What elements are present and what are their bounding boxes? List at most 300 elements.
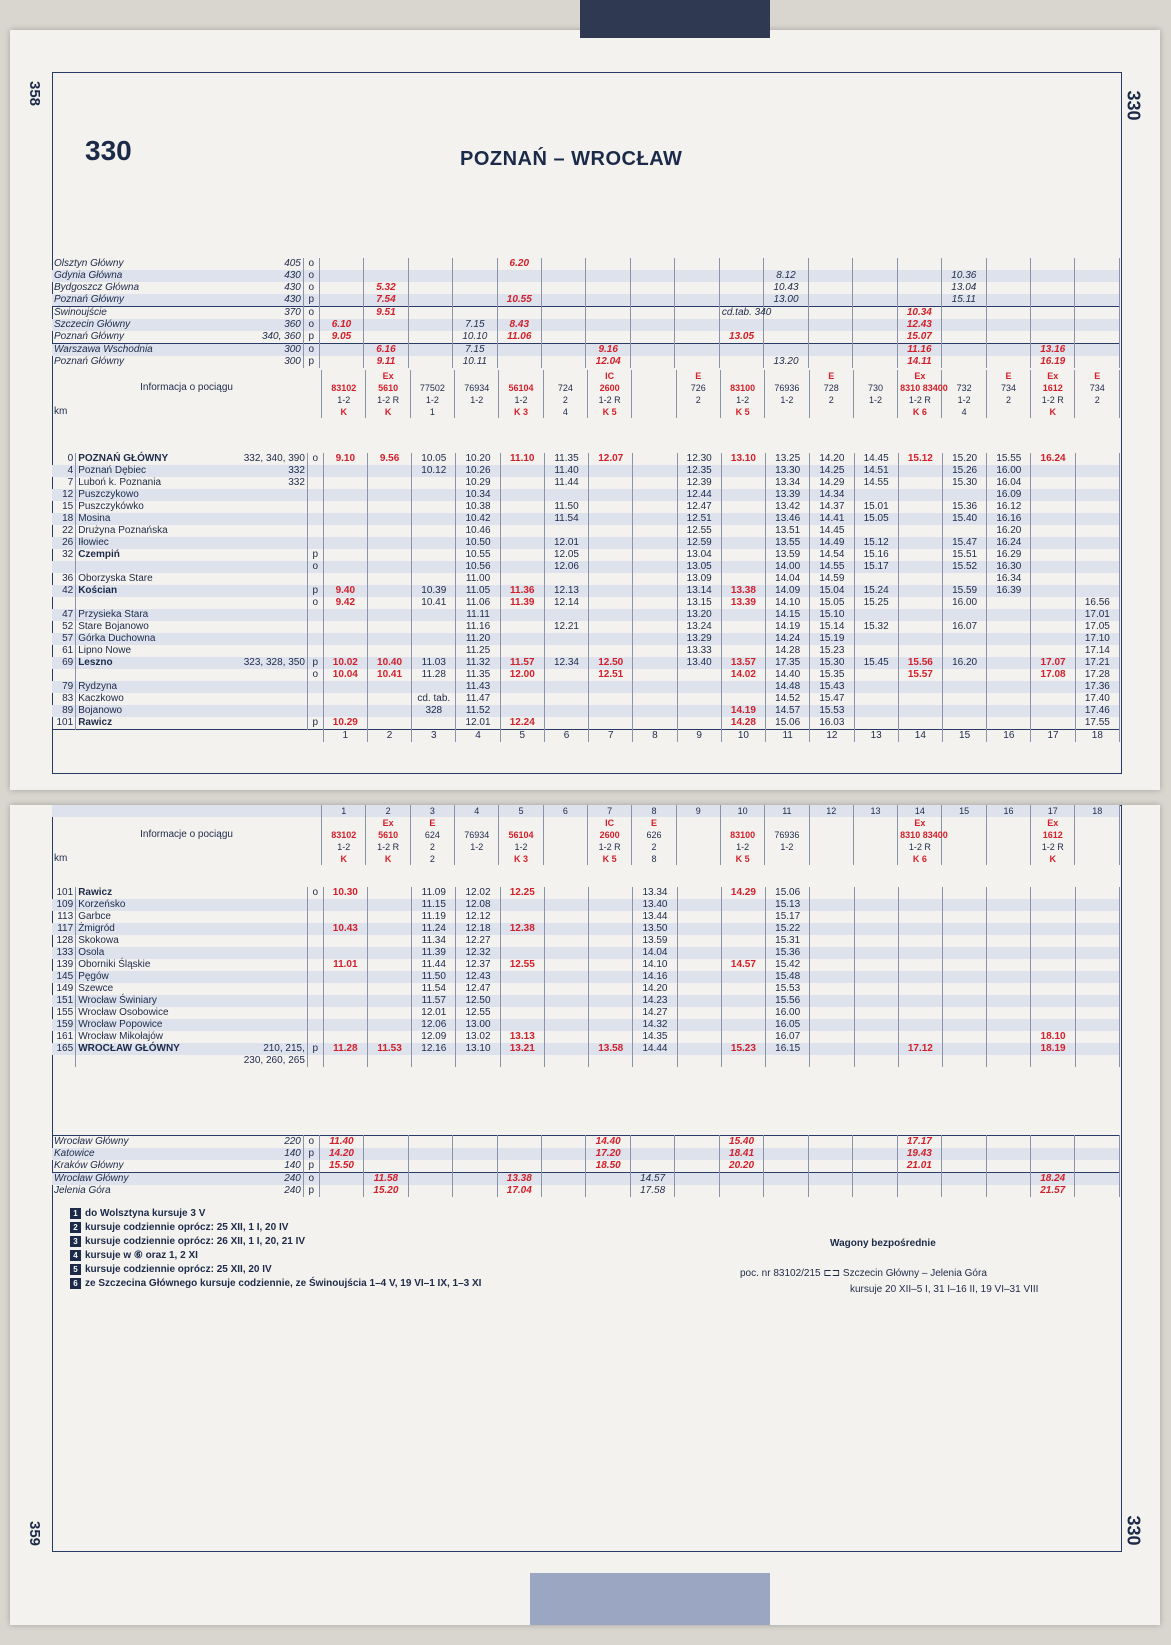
header-label xyxy=(52,370,322,382)
time-cell: 15.05 xyxy=(810,597,854,609)
column-number: 5 xyxy=(499,805,543,817)
time-cell xyxy=(897,1185,941,1197)
time-cell xyxy=(589,573,633,585)
footnote-key: 2 xyxy=(70,1222,81,1233)
time-cell xyxy=(1031,1148,1075,1160)
train-class: 1-2 xyxy=(455,841,499,853)
time-cell: 17.12 xyxy=(898,1043,942,1055)
time-cell xyxy=(1031,1019,1075,1031)
km-cell: 89 xyxy=(52,705,76,717)
time-cell: 11.43 xyxy=(456,681,500,693)
time-cell: 12.47 xyxy=(456,983,500,995)
column-number: 1 xyxy=(323,730,367,743)
time-cell xyxy=(1075,294,1120,307)
time-cell xyxy=(500,705,544,717)
arr-dep-flag: o xyxy=(303,282,319,294)
time-cell xyxy=(367,1031,411,1043)
time-cell xyxy=(764,331,808,344)
time-cell xyxy=(1075,1185,1120,1197)
time-cell: 13.05 xyxy=(719,331,763,344)
column-number: 15 xyxy=(942,805,986,817)
arr-dep-flag xyxy=(307,489,323,501)
time-cell: 13.39 xyxy=(766,489,810,501)
time-cell: 11.20 xyxy=(456,633,500,645)
train-note: K xyxy=(1031,406,1075,418)
time-cell: 16.20 xyxy=(987,525,1031,537)
column-number: 17 xyxy=(1031,730,1075,743)
time-cell: 15.22 xyxy=(766,923,810,935)
time-cell: 9.11 xyxy=(364,356,408,368)
time-cell: 14.44 xyxy=(633,1043,677,1055)
time-cell: 14.15 xyxy=(766,609,810,621)
time-cell: 12.00 xyxy=(500,669,544,681)
time-cell xyxy=(1031,258,1075,270)
time-cell xyxy=(675,344,719,357)
time-cell: 10.29 xyxy=(323,717,367,730)
station-name xyxy=(76,609,308,621)
time-cell xyxy=(586,331,630,344)
km-cell xyxy=(52,669,76,681)
time-cell xyxy=(589,633,633,645)
time-cell xyxy=(854,525,898,537)
train-class: 1-2 xyxy=(765,841,809,853)
time-cell xyxy=(677,717,721,730)
time-cell: 15.59 xyxy=(942,585,986,597)
time-cell: 11.44 xyxy=(412,959,456,971)
time-cell xyxy=(1075,513,1119,525)
time-cell xyxy=(898,537,942,549)
time-cell xyxy=(500,465,544,477)
footnote-text: kursuje codziennie oprócz: 26 XII, 1 I, 20, 21 IV xyxy=(85,1236,306,1247)
train-category xyxy=(632,370,676,382)
time-cell: 13.10 xyxy=(721,453,765,465)
bottom-right-tab: 330 xyxy=(1123,1515,1144,1546)
time-cell xyxy=(367,935,411,947)
train-class: 1-2 xyxy=(499,841,543,853)
time-cell xyxy=(1031,270,1075,282)
time-cell: 15.12 xyxy=(898,453,942,465)
time-cell xyxy=(319,294,363,307)
footnote xyxy=(70,1221,630,1235)
station-name xyxy=(76,573,308,585)
time-cell xyxy=(1075,549,1119,561)
time-cell xyxy=(1075,959,1119,971)
time-cell xyxy=(721,899,765,911)
time-cell xyxy=(542,307,586,320)
time-cell xyxy=(810,983,854,995)
time-cell xyxy=(544,489,588,501)
time-cell: 10.10 xyxy=(453,331,497,344)
time-cell xyxy=(544,525,588,537)
time-cell xyxy=(633,573,677,585)
time-cell xyxy=(408,1148,452,1160)
time-cell: 13.14 xyxy=(677,585,721,597)
train-note: 4 xyxy=(942,406,986,418)
arr-dep-flag: p xyxy=(307,549,323,561)
station-name xyxy=(76,693,308,705)
station-label: Wrocław Główny xyxy=(54,1136,129,1147)
train-number: 732 xyxy=(942,382,986,394)
header-row-train-note xyxy=(52,853,1120,865)
station-label: Warszawa Wschodnia xyxy=(54,344,153,355)
train-number: 76934 xyxy=(455,829,499,841)
time-cell xyxy=(721,609,765,621)
time-cell xyxy=(412,717,456,730)
time-cell xyxy=(1075,307,1120,320)
time-cell xyxy=(675,282,719,294)
time-cell xyxy=(544,971,588,983)
time-cell xyxy=(677,971,721,983)
station-row xyxy=(52,1031,1120,1043)
column-number: 4 xyxy=(455,805,499,817)
km-cell: 113 xyxy=(52,911,76,923)
time-cell xyxy=(412,501,456,513)
time-cell xyxy=(987,693,1031,705)
time-cell xyxy=(719,1185,763,1197)
time-cell xyxy=(544,681,588,693)
time-cell: 11.52 xyxy=(456,705,500,717)
time-cell: 7.15 xyxy=(453,344,497,357)
time-cell xyxy=(630,344,674,357)
time-cell xyxy=(810,947,854,959)
station-ref: 430 xyxy=(284,294,301,305)
time-cell xyxy=(1031,1055,1075,1067)
station-name xyxy=(52,1148,303,1160)
time-cell xyxy=(986,344,1030,357)
time-cell: 10.36 xyxy=(942,270,986,282)
time-cell xyxy=(408,344,452,357)
station-name xyxy=(52,331,303,344)
time-cell: 12.21 xyxy=(544,621,588,633)
train-number: 728 xyxy=(809,382,853,394)
time-cell xyxy=(677,705,721,717)
time-cell xyxy=(412,621,456,633)
time-cell xyxy=(633,681,677,693)
train-class: 2 xyxy=(1075,394,1120,406)
train-category xyxy=(942,817,986,829)
km-cell: 15 xyxy=(52,501,76,513)
train-number xyxy=(942,829,986,841)
time-cell xyxy=(544,995,588,1007)
footnote xyxy=(70,1277,630,1291)
time-cell xyxy=(1031,1136,1075,1149)
time-cell: 11.19 xyxy=(412,911,456,923)
bottom-page xyxy=(10,805,1160,1625)
time-cell: 12.08 xyxy=(456,899,500,911)
time-cell: 14.29 xyxy=(721,887,765,899)
time-cell xyxy=(412,681,456,693)
train-note: K 3 xyxy=(499,853,543,865)
train-category xyxy=(455,817,499,829)
time-cell xyxy=(633,621,677,633)
km-cell: 117 xyxy=(52,923,76,935)
column-number: 3 xyxy=(410,805,454,817)
station-ref: 210, 215, xyxy=(263,1043,305,1054)
time-cell: 13.13 xyxy=(500,1031,544,1043)
time-cell xyxy=(500,525,544,537)
time-cell xyxy=(630,1148,674,1160)
time-cell xyxy=(1075,935,1119,947)
time-cell xyxy=(898,489,942,501)
time-cell: 15.17 xyxy=(766,911,810,923)
train-class: 1-2 xyxy=(720,394,764,406)
time-cell: 13.38 xyxy=(721,585,765,597)
time-cell: 11.50 xyxy=(412,971,456,983)
time-cell xyxy=(854,705,898,717)
time-cell xyxy=(323,633,367,645)
onward-row xyxy=(52,1160,1120,1173)
km-cell: 12 xyxy=(52,489,76,501)
time-cell xyxy=(544,1055,588,1067)
km-cell: 18 xyxy=(52,513,76,525)
time-cell: 16.16 xyxy=(987,513,1031,525)
time-cell: 14.32 xyxy=(633,1019,677,1031)
train-category xyxy=(322,817,366,829)
time-cell xyxy=(853,356,897,368)
time-cell xyxy=(808,1160,852,1173)
train-category xyxy=(499,817,543,829)
arr-dep-flag: o xyxy=(303,1136,319,1149)
time-cell: 13.15 xyxy=(677,597,721,609)
time-cell xyxy=(367,561,411,573)
top-right-tab: 330 xyxy=(1123,90,1144,121)
time-cell xyxy=(942,717,986,730)
time-cell xyxy=(1031,307,1075,320)
time-cell xyxy=(675,331,719,344)
station-ref: 323, 328, 350 xyxy=(243,657,305,668)
time-cell: 10.02 xyxy=(323,657,367,669)
train-number: 1612 xyxy=(1031,382,1075,394)
time-cell xyxy=(1075,356,1120,368)
time-cell xyxy=(367,585,411,597)
time-cell xyxy=(719,319,763,331)
top-page xyxy=(10,30,1160,790)
train-class: 1-2 xyxy=(499,394,543,406)
time-cell xyxy=(544,959,588,971)
station-ref: 370 xyxy=(284,307,301,318)
train-note: K 5 xyxy=(587,406,631,418)
time-cell xyxy=(810,1007,854,1019)
time-cell: 12.43 xyxy=(897,319,941,331)
train-category: E xyxy=(410,817,454,829)
station-label: Górka Duchowna xyxy=(78,633,156,644)
train-class: 1-2 xyxy=(720,841,764,853)
time-cell xyxy=(764,1148,808,1160)
time-cell xyxy=(719,258,763,270)
time-cell: 15.30 xyxy=(942,477,986,489)
time-cell xyxy=(1031,525,1075,537)
station-label: Olsztyn Główny xyxy=(54,258,124,269)
time-cell xyxy=(677,1019,721,1031)
time-cell: 10.38 xyxy=(456,501,500,513)
time-cell xyxy=(675,319,719,331)
time-cell xyxy=(453,282,497,294)
time-cell xyxy=(633,465,677,477)
time-cell xyxy=(721,681,765,693)
time-cell: cd.tab. 340 xyxy=(719,307,763,320)
time-cell xyxy=(942,1148,986,1160)
station-label: Świnoujście xyxy=(54,307,107,318)
time-cell xyxy=(586,307,630,320)
time-cell xyxy=(898,899,942,911)
station-label: Luboń k. Poznania xyxy=(78,477,162,488)
time-cell xyxy=(412,549,456,561)
time-cell xyxy=(367,923,411,935)
arr-dep-flag xyxy=(307,465,323,477)
time-cell xyxy=(854,923,898,935)
time-cell xyxy=(630,282,674,294)
time-cell xyxy=(719,1173,763,1186)
train-category xyxy=(720,370,764,382)
train-category xyxy=(986,817,1030,829)
station-name xyxy=(76,621,308,633)
arr-dep-flag: p xyxy=(307,717,323,730)
column-number: 11 xyxy=(766,730,810,743)
arr-dep-flag xyxy=(307,935,323,947)
time-cell: 14.28 xyxy=(721,717,765,730)
arr-dep-flag: o xyxy=(307,669,323,681)
time-cell xyxy=(544,645,588,657)
station-row xyxy=(52,1007,1120,1019)
train-class: 1-2 xyxy=(322,394,366,406)
time-cell: 12.07 xyxy=(589,453,633,465)
time-cell: 13.55 xyxy=(766,537,810,549)
time-cell: 12.13 xyxy=(544,585,588,597)
time-cell: 16.00 xyxy=(942,597,986,609)
time-cell: 15.04 xyxy=(810,585,854,597)
station-label: Wrocław Popowice xyxy=(78,1019,163,1030)
time-cell: 14.29 xyxy=(810,477,854,489)
time-cell: 13.04 xyxy=(677,549,721,561)
time-cell xyxy=(853,270,897,282)
time-cell: 12.50 xyxy=(456,995,500,1007)
footnote xyxy=(70,1263,630,1277)
train-note: K xyxy=(322,406,366,418)
train-category: Ex xyxy=(898,370,942,382)
station-row xyxy=(52,561,1120,573)
time-cell xyxy=(986,356,1030,368)
time-cell: 18.19 xyxy=(1031,1043,1075,1055)
time-cell xyxy=(677,899,721,911)
time-cell xyxy=(764,1173,808,1186)
time-cell xyxy=(854,887,898,899)
time-cell xyxy=(1031,477,1075,489)
time-cell xyxy=(898,911,942,923)
time-cell: 10.56 xyxy=(456,561,500,573)
time-cell: 12.02 xyxy=(456,887,500,899)
station-name xyxy=(76,1007,308,1019)
station-name xyxy=(76,585,308,597)
time-cell: 11.35 xyxy=(456,669,500,681)
arr-dep-flag: o xyxy=(303,307,319,320)
time-cell xyxy=(589,1019,633,1031)
train-number: 56104 xyxy=(499,829,543,841)
station-label: Oborniki Śląskie xyxy=(78,959,151,970)
feeder-row xyxy=(52,307,1120,320)
time-cell: 15.11 xyxy=(942,294,986,307)
train-number: 734 xyxy=(1075,382,1120,394)
time-cell xyxy=(367,621,411,633)
time-cell xyxy=(633,525,677,537)
time-cell: 13.00 xyxy=(456,1019,500,1031)
station-ref: 230, 260, 265 xyxy=(243,1055,305,1066)
time-cell: 15.42 xyxy=(766,959,810,971)
time-cell xyxy=(675,1148,719,1160)
train-note: K xyxy=(1031,853,1075,865)
arr-dep-flag xyxy=(307,959,323,971)
station-row xyxy=(52,947,1120,959)
time-cell: 12.09 xyxy=(412,1031,456,1043)
time-cell: 16.30 xyxy=(987,561,1031,573)
time-cell xyxy=(323,573,367,585)
time-cell: 10.46 xyxy=(456,525,500,537)
time-cell: 15.40 xyxy=(719,1136,763,1149)
time-cell xyxy=(1075,561,1119,573)
time-cell: 12.47 xyxy=(677,501,721,513)
station-name xyxy=(76,597,308,609)
time-cell xyxy=(1075,573,1119,585)
time-cell xyxy=(854,573,898,585)
time-cell xyxy=(367,911,411,923)
station-ref: 332 xyxy=(288,465,305,476)
time-cell xyxy=(544,1019,588,1031)
train-class xyxy=(632,394,676,406)
train-class: 1-2 R xyxy=(366,394,410,406)
time-cell: 15.55 xyxy=(987,453,1031,465)
station-name xyxy=(52,282,303,294)
time-cell xyxy=(544,1043,588,1055)
time-cell: 15.13 xyxy=(766,899,810,911)
train-category xyxy=(455,370,499,382)
time-cell: 14.25 xyxy=(810,465,854,477)
time-cell: 15.47 xyxy=(810,693,854,705)
train-class: 1-2 xyxy=(765,394,809,406)
station-name xyxy=(52,319,303,331)
time-cell: 11.57 xyxy=(500,657,544,669)
train-note: K 5 xyxy=(720,406,764,418)
time-cell: 12.27 xyxy=(456,935,500,947)
arr-dep-flag: p xyxy=(307,657,323,669)
time-cell xyxy=(544,983,588,995)
train-number xyxy=(632,382,676,394)
time-cell xyxy=(1075,887,1119,899)
time-cell xyxy=(497,270,541,282)
footnotes xyxy=(70,1207,630,1291)
arr-dep-flag xyxy=(307,501,323,513)
time-cell xyxy=(721,1031,765,1043)
time-cell xyxy=(721,1007,765,1019)
station-label: Rawicz xyxy=(78,717,113,728)
time-cell xyxy=(544,609,588,621)
train-class: 2 xyxy=(543,394,587,406)
train-class: 2 xyxy=(676,394,720,406)
train-class xyxy=(942,841,986,853)
time-cell xyxy=(1075,453,1119,465)
station-name xyxy=(76,1055,308,1067)
station-row xyxy=(52,983,1120,995)
time-cell xyxy=(367,537,411,549)
time-cell xyxy=(721,501,765,513)
train-category: Ex xyxy=(898,817,942,829)
time-cell: 14.35 xyxy=(633,1031,677,1043)
time-cell: 13.39 xyxy=(721,597,765,609)
km-cell: 161 xyxy=(52,1031,76,1043)
time-cell xyxy=(987,1007,1031,1019)
time-cell xyxy=(853,1160,897,1173)
time-cell xyxy=(589,681,633,693)
feeder-row xyxy=(52,294,1120,307)
station-ref: 332, 340, 390 xyxy=(243,453,305,464)
